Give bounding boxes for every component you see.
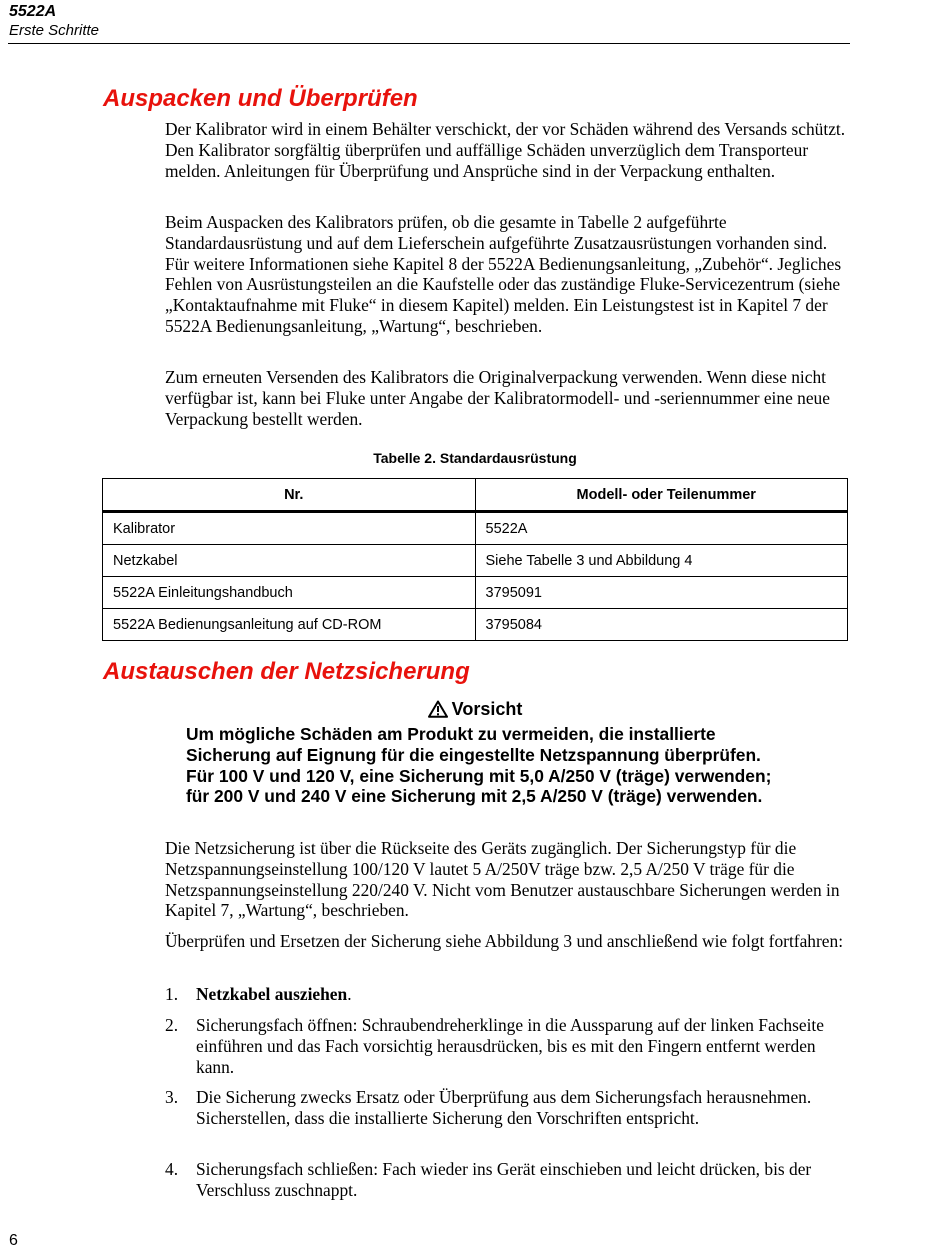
- paragraph-unpacking-1: Der Kalibrator wird in einem Behälter verschickt, der vor Schäden während des Versands schützt. Den Kalibrator sorgfältig überprüfen und auffällige Schäden unverzüglich dem Transporteur melden. Anleitungen für Überprüfung und Ansprüche sind in der Verpackung enthalten.: [165, 119, 846, 181]
- header-chapter: Erste Schritte: [9, 22, 100, 39]
- paragraph-fuse-1: Die Netzsicherung ist über die Rückseite des Geräts zugänglich. Der Sicherungstyp für die Netzspannungseinstellung 100/120 V lautet 5 A/250V träge bzw. 2,5 A/250 V träge für die Netzspannungseinstellung 220/240 V. Nicht vom Benutzer austauschbare Sicherungen werden in Kapitel 7, „Wartung“, beschrieben.: [165, 838, 840, 921]
- list-item: [165, 984, 855, 1005]
- step-text: Sicherungsfach schließen: Fach wieder ins Gerät einschieben und leicht drücken, bis der Verschluss zuschnappt.: [196, 1159, 812, 1200]
- column-header-part-number: Modell- oder Teilenummer: [475, 479, 848, 512]
- step-text: Sicherungsfach öffnen: Schraubendreherklinge in die Aussparung auf der linken Fachseite einführen und das Fach vorsichtig herausdrücken, bis es mit den Fingern entfernt werden kann.: [196, 1015, 824, 1077]
- table-cell-part-number: 5522A: [475, 512, 848, 545]
- paragraph-unpacking-2: Beim Auspacken des Kalibrators prüfen, ob die gesamte in Tabelle 2 aufgeführte Standardausrüstung und auf dem Lieferschein aufgeführte Zusatzausrüstungen vorhanden sind. Für weitere Informationen siehe Kapitel 8 der 5522A Bedienungsanleitung, „Zubehör“. Jegliches Fehlen von Ausrüstungsteilen an die Kaufstelle oder das zuständige Fluke-Servicezentrum (siehe „Kontaktaufnahme mit Fluke“ in diesem Kapitel) melden. Ein Leistungstest ist in Kapitel 7 der 5522A Bedienungsanleitung, „Wartung“, beschrieben.: [165, 212, 842, 336]
- table-row: [103, 545, 848, 577]
- table-header-row: [103, 479, 848, 512]
- table-cell-item: Netzkabel: [103, 545, 476, 577]
- warning-triangle-icon: [428, 700, 448, 718]
- step-number: 2.: [165, 1015, 179, 1035]
- step-number: 4.: [165, 1159, 179, 1179]
- header-divider: [8, 43, 850, 44]
- page-number: 6: [9, 1232, 18, 1249]
- step-bold-text: Netzkabel ausziehen: [196, 984, 348, 1004]
- caution-title: [103, 698, 847, 720]
- paragraph-unpacking-3: Zum erneuten Versenden des Kalibrators die Originalverpackung verwenden. Wenn diese nicht verfügbar ist, kann bei Fluke unter Angabe der Kalibratormodell- und -seriennummer eine neue Verpackung bestellt werden.: [165, 367, 830, 429]
- standard-equipment-table: [102, 478, 848, 641]
- list-item: [165, 1015, 855, 1077]
- header-block: [9, 2, 99, 40]
- table-cell-part-number: 3795084: [475, 609, 848, 641]
- table-row: [103, 609, 848, 641]
- table-row: [103, 512, 848, 545]
- table-cell-item: Kalibrator: [103, 512, 476, 545]
- step-number: 1.: [165, 984, 179, 1004]
- list-item: [165, 1087, 855, 1129]
- section-heading-unpacking: Auspacken und Überprüfen: [103, 85, 418, 112]
- column-header-item: Nr.: [103, 479, 476, 512]
- step-text: [196, 984, 855, 1005]
- table-row: [103, 577, 848, 609]
- table-cell-item: 5522A Bedienungsanleitung auf CD-ROM: [103, 609, 476, 641]
- step-number: 3.: [165, 1087, 179, 1107]
- table-cell-item: 5522A Einleitungshandbuch: [103, 577, 476, 609]
- section-heading-fuse-replacement: Austauschen der Netzsicherung: [103, 658, 470, 685]
- table-caption: Tabelle 2. Standardausrüstung: [373, 450, 577, 466]
- step-text: Die Sicherung zwecks Ersatz oder Überprüfung aus dem Sicherungsfach herausnehmen. Sicherstellen, dass die installierte Sicherung den Vorschriften entspricht.: [196, 1087, 812, 1128]
- step-plain-text: .: [347, 984, 352, 1004]
- header-model: 5522A: [9, 3, 57, 20]
- table-cell-part-number: 3795091: [475, 577, 848, 609]
- caution-text: Um mögliche Schäden am Produkt zu vermeiden, die installierte Sicherung auf Eignung für die eingestellte Netzspannung überprüfen. Für 100 V und 120 V, eine Sicherung mit 5,0 A/250 V (träge) verwenden; für 200 V und 240 V eine Sicherung mit 2,5 A/250 V (träge) verwenden.: [186, 724, 772, 807]
- table-cell-part-number: Siehe Tabelle 3 und Abbildung 4: [475, 545, 848, 577]
- caution-title-text: Vorsicht: [451, 699, 523, 719]
- list-item: [165, 1159, 855, 1201]
- paragraph-fuse-2: Überprüfen und Ersetzen der Sicherung siehe Abbildung 3 und anschließend wie folgt fortfahren:: [165, 931, 844, 951]
